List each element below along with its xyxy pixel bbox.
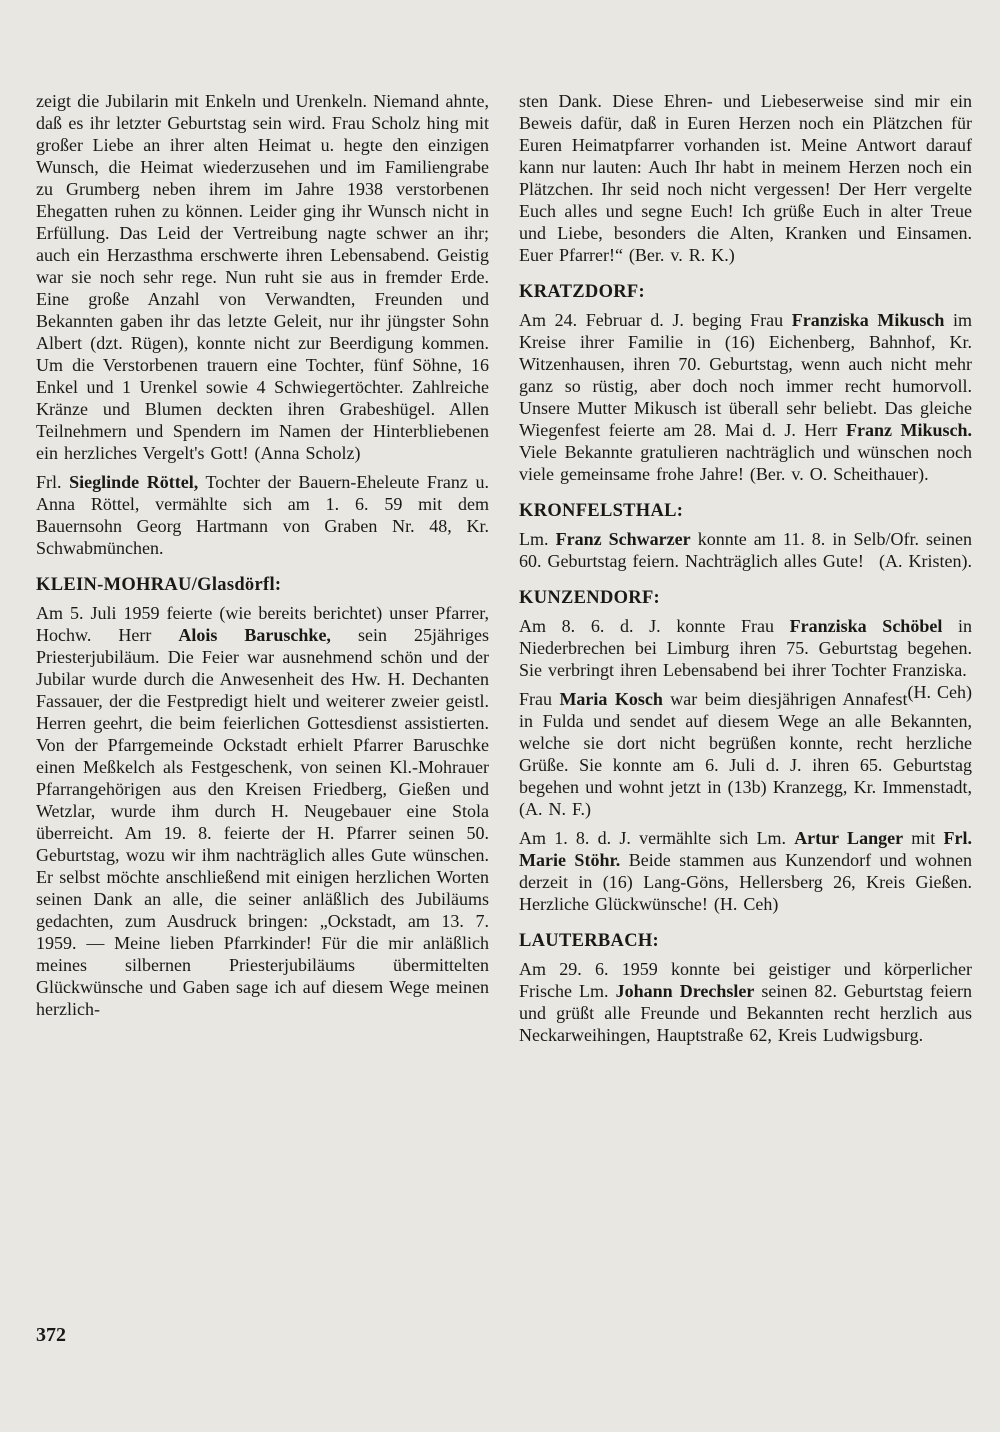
paragraph	[519, 958, 972, 1046]
paragraph	[519, 528, 972, 572]
text: Am 29. 6. 1959 konnte bei geistiger und körperlicher Frische Lm.	[519, 959, 972, 1001]
text: war beim diesjährigen Annafest in Fulda und sendet auf diesem Wege an alle Bekannten, welche sie dort nicht begrüßen konnte, recht herzliche Grüße. Sie konnte am 6. Juli d. J. ihren 65. Geburtstag begehen und wohnt jetzt in (13b) Kranzegg, Kr. Immenstadt, (A. N. F.)	[519, 689, 972, 819]
text: Frau	[519, 689, 560, 709]
text: KUNZENDORF:	[519, 588, 661, 608]
bold-text: Frl. Marie Stöhr.	[519, 828, 972, 870]
attribution: (H. Ceh)	[907, 682, 972, 702]
bold-text: Franz Mikusch.	[845, 420, 972, 440]
paragraph	[519, 90, 972, 266]
paragraph	[519, 688, 972, 820]
bold-text: Franziska Mikusch	[791, 310, 945, 330]
paragraph	[36, 602, 489, 1020]
left-column	[36, 90, 489, 1020]
section-heading	[36, 574, 489, 596]
section-heading	[519, 587, 972, 609]
bold-text: Johann Drechsler	[615, 981, 755, 1001]
text: in Niederbrechen bei Limburg ihren 75. Geburtstag begehen. Sie verbringt ihren Lebensabend bei ihrer Tochter Franziska.	[519, 616, 972, 680]
text: sten Dank. Diese Ehren- und Liebeserweise sind mir ein Beweis dafür, daß in Euren Herzen noch ein Plätzchen für Euren Heimatpfarrer vorhanden ist. Meine Antwort darauf kann nur lauten: Auch Ihr habt in meinem Herzen noch ein Plätzchen. Ihr seid noch nicht vergessen! Der Herr vergelte Euch alles und segne Euch! Ich grüße Euch in alter Treue und Liebe, besonders die Alten, Kranken und Einsamen. Euer Pfarrer!“ (Ber. v. R. K.)	[519, 91, 972, 265]
text: Am 24. Februar d. J. beging Frau	[519, 310, 792, 330]
text: seinen 82. Geburtstag feiern und grüßt alle Freunde und Bekannten recht herzlich aus Neckarweihingen, Hauptstraße 62, Kreis Ludwigsburg.	[519, 981, 972, 1045]
text: Lm.	[519, 529, 556, 549]
text: KRONFELSTHAL:	[519, 501, 684, 521]
text: mit	[903, 828, 944, 848]
text: LAUTERBACH:	[519, 931, 660, 951]
bold-text: Franziska Schöbel	[789, 616, 943, 636]
bold-text: Artur Langer	[794, 828, 904, 848]
text: Frl.	[36, 472, 70, 492]
bold-text: Alois Baruschke,	[178, 625, 331, 645]
bold-text: Sieglinde Röttel,	[69, 472, 199, 492]
text: KLEIN-MOHRAU/Glasdörfl:	[36, 575, 282, 595]
text: sein 25jähriges Priesterjubiläum. Die Feier war ausnehmend schön und der Jubilar wurde durch die Anwesenheit des Hw. H. Dechanten Fassauer, der die Festpredigt hielt und weiterer zweier geistl. Herren geehrt, die beim feierlichen Gottesdienst assistierten. Von der Pfarrgemeinde Ockstadt erhielt Pfarrer Baruschke einen Meßkelch als Festgeschenk, von seinen Kl.-Mohrauer Pfarrangehörigen aus den Kreisen Friedberg, Gießen und Wetzlar, wurde ihm durch H. Neugebauer eine Stola überreicht. Am 19. 8. feierte der H. Pfarrer seinen 50. Geburtstag, wozu wir ihm nachträglich alles Gute wünschen. Er selbst möchte anschließend mit einigen herzlichen Worten seinen Dank an alle, die seiner anläßlich des Jubiläums gedachten, zum Ausdruck bringen: „Ockstadt, am 13. 7. 1959. — Meine lieben Pfarrkinder! Für die mir anläßlich meines silbernen Priesterjubiläums übermittelten Glückwünsche und Gaben sage ich auf diesem Wege meinen herzlich-	[36, 625, 489, 1019]
text: Am 1. 8. d. J. vermählte sich Lm.	[519, 828, 795, 848]
bold-text: Maria Kosch	[559, 689, 663, 709]
text: Tochter der Bauern-Eheleute Franz u. Anna Röttel, vermählte sich am 1. 6. 59 mit dem Bauernsohn Georg Hartmann von Graben Nr. 48, Kr. Schwabmünchen.	[36, 472, 489, 558]
text: KRATZDORF:	[519, 282, 645, 302]
paragraph	[36, 90, 489, 464]
two-column-layout	[36, 90, 972, 1046]
bold-text: Franz Schwarzer	[555, 529, 691, 549]
text: konnte am 11. 8. in Selb/Ofr. seinen 60. Geburtstag feiern. Nachträglich alles Gute!	[519, 529, 973, 571]
text: Am 8. 6. d. J. konnte Frau	[519, 616, 790, 636]
page-number: 372	[36, 1324, 66, 1346]
section-heading	[519, 281, 972, 303]
text: im Kreise ihrer Familie in (16) Eichenberg, Bahnhof, Kr. Witzenhausen, ihren 70. Geburtstag, wenn auch nicht mehr ganz so rüstig, aber doch noch immer recht humorvoll. Unsere Mutter Mikusch ist überall sehr beliebt. Das gleiche Wiegenfest feierte am 28. Mai d. J. Herr	[519, 310, 972, 440]
text: Am 5. Juli 1959 feierte (wie bereits berichtet) unser Pfarrer, Hochw. Herr	[36, 603, 489, 645]
section-heading	[519, 500, 972, 522]
attribution: (A. Kristen).	[879, 551, 972, 571]
paragraph	[519, 309, 972, 485]
right-column	[519, 90, 972, 1046]
text: Viele Bekannte gratulieren nachträglich und wünschen noch viele gemeinsame frohe Jahre! (Ber. v. O. Scheithauer).	[519, 442, 972, 484]
paragraph	[519, 827, 972, 915]
text: zeigt die Jubilarin mit Enkeln und Urenkeln. Niemand ahnte, daß es ihr letzter Geburtstag sein wird. Frau Scholz hing mit großer Liebe an ihrer alten Heimat u. hegte den einzigen Wunsch, die Heimat wiederzusehen und im Familiengrabe zu Grumberg neben ihrem im Jahre 1938 verstorbenen Ehegatten ruhen zu können. Leider ging ihr Wunsch nicht in Erfüllung. Das Leid der Vertreibung nagte schwer an ihr; auch ein Herzasthma erschwerte ihren Lebensabend. Geistig war sie noch sehr rege. Nun ruht sie aus in fremder Erde. Eine große Anzahl von Verwandten, Freunden und Bekannten gaben ihr das letzte Geleit, nur ihr jüngster Sohn Albert (dzt. Rügen), konnte nicht zur Beerdigung kommen. Um die Verstorbenen trauern eine Tochter, fünf Söhne, 16 Enkel und 1 Urenkel sowie 4 Schwiegertöchter. Zahlreiche Kränze und Blumen deckten ihren Grabeshügel. Allen Teilnehmern und Spendern im Namen der Hinterbliebenen ein herzliches Vergelt's Gott! (Anna Scholz)	[36, 91, 489, 463]
paragraph	[36, 471, 489, 559]
section-heading	[519, 930, 972, 952]
text: Beide stammen aus Kunzendorf und wohnen derzeit in (16) Lang-Göns, Hellersberg 26, Kreis Gießen. Herzliche Glückwünsche! (H. Ceh)	[519, 850, 973, 914]
